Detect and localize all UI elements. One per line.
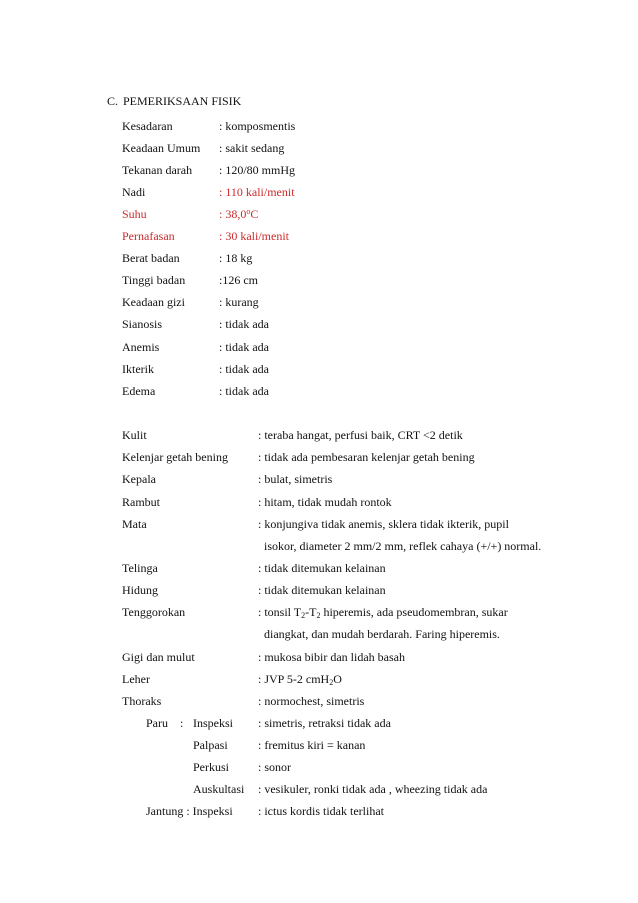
paru-sub-label: Palpasi	[193, 738, 228, 752]
vital-label-abnormal: Pernafasan	[122, 229, 175, 243]
vital-value-abnormal: : 30 kali/menit	[219, 229, 289, 243]
exam-label: Mata	[122, 517, 147, 531]
vital-label: Kesadaran	[122, 119, 173, 133]
jantung-label: Jantung : Inspeksi	[146, 804, 233, 818]
exam-value: : ictus kordis tidak terlihat	[258, 804, 384, 818]
paru-sub-label: Inspeksi	[193, 716, 233, 730]
vital-value-abnormal	[219, 207, 258, 221]
vital-label: Keadaan Umum	[122, 141, 201, 155]
exam-value: : fremitus kiri = kanan	[258, 738, 366, 752]
exam-value	[258, 605, 508, 619]
exam-value: : tidak ditemukan kelainan	[258, 561, 386, 575]
exam-value: : tidak ada pembesaran kelenjar getah bening	[258, 450, 475, 464]
jvp-text: : JVP 5-2 cmH	[258, 672, 330, 686]
exam-value: : bulat, simetris	[258, 472, 333, 486]
paru-label: Paru	[146, 716, 168, 730]
temp-unit: C	[250, 207, 259, 221]
section-title: PEMERIKSAAN FISIK	[123, 94, 242, 108]
vital-label: Tekanan darah	[122, 163, 193, 177]
vital-value: : komposmentis	[219, 119, 296, 133]
vital-label: Keadaan gizi	[122, 295, 185, 309]
exam-value: : vesikuler, ronki tidak ada , wheezing tidak ada	[258, 782, 488, 796]
exam-label: Rambut	[122, 495, 160, 509]
exam-value	[258, 672, 342, 686]
exam-label: Kulit	[122, 428, 147, 442]
exam-value: : simetris, retraksi tidak ada	[258, 716, 391, 730]
exam-label: Tenggorokan	[122, 605, 186, 619]
exam-label: Thoraks	[122, 694, 162, 708]
vital-value: : tidak ada	[219, 362, 269, 376]
temp-value: : 38,0	[219, 207, 247, 221]
exam-value: : teraba hangat, perfusi baik, CRT <2 detik	[258, 428, 463, 442]
paru-sub-label: Auskultasi	[193, 782, 245, 796]
degree-sup: o	[246, 207, 251, 216]
vital-label: Anemis	[122, 340, 160, 354]
tonsil-sub: 2	[316, 611, 321, 620]
vital-value: : sakit sedang	[219, 141, 285, 155]
vital-label: Edema	[122, 384, 156, 398]
section-letter: C.	[107, 94, 119, 108]
vital-value: : 120/80 mmHg	[219, 163, 296, 177]
exam-label: Kepala	[122, 472, 156, 486]
exam-label: Gigi dan mulut	[122, 650, 195, 664]
tonsil-sub: 2	[301, 611, 306, 620]
vital-value: : tidak ada	[219, 340, 269, 354]
exam-value: : konjungiva tidak anemis, sklera tidak ikterik, pupil	[258, 517, 509, 531]
tonsil-text: hiperemis, ada pseudomembran, sukar	[320, 605, 508, 619]
vital-value-abnormal: : 110 kali/menit	[219, 185, 295, 199]
vital-value: : tidak ada	[219, 384, 269, 398]
exam-value: : normochest, simetris	[258, 694, 365, 708]
exam-label: Hidung	[122, 583, 158, 597]
tonsil-text: : tonsil T	[258, 605, 302, 619]
vital-label: Sianosis	[122, 317, 163, 331]
jvp-sub: 2	[329, 678, 334, 687]
exam-value: : sonor	[258, 760, 291, 774]
exam-label: Telinga	[122, 561, 158, 575]
vital-value: :126 cm	[219, 273, 258, 287]
exam-value-continued: diangkat, dan mudah berdarah. Faring hiperemis.	[264, 627, 500, 641]
exam-value: : hitam, tidak mudah rontok	[258, 495, 392, 509]
exam-label: Leher	[122, 672, 150, 686]
vital-label: Tinggi badan	[122, 273, 186, 287]
exam-value: : mukosa bibir dan lidah basah	[258, 650, 405, 664]
exam-value-continued: isokor, diameter 2 mm/2 mm, reflek cahaya (+/+) normal.	[264, 539, 542, 553]
paru-colon: :	[180, 716, 184, 730]
vital-value: : kurang	[219, 295, 259, 309]
exam-label: Kelenjar getah bening	[122, 450, 228, 464]
vital-value: : tidak ada	[219, 317, 269, 331]
paru-sub-label: Perkusi	[193, 760, 229, 774]
vital-label: Berat badan	[122, 251, 180, 265]
vital-value: : 18 kg	[219, 251, 253, 265]
exam-value: : tidak ditemukan kelainan	[258, 583, 386, 597]
vital-label: Ikterik	[122, 362, 154, 376]
vital-label-abnormal: Suhu	[122, 207, 147, 221]
tonsil-text: -T	[305, 605, 317, 619]
vital-label: Nadi	[122, 185, 146, 199]
jvp-text: O	[333, 672, 342, 686]
